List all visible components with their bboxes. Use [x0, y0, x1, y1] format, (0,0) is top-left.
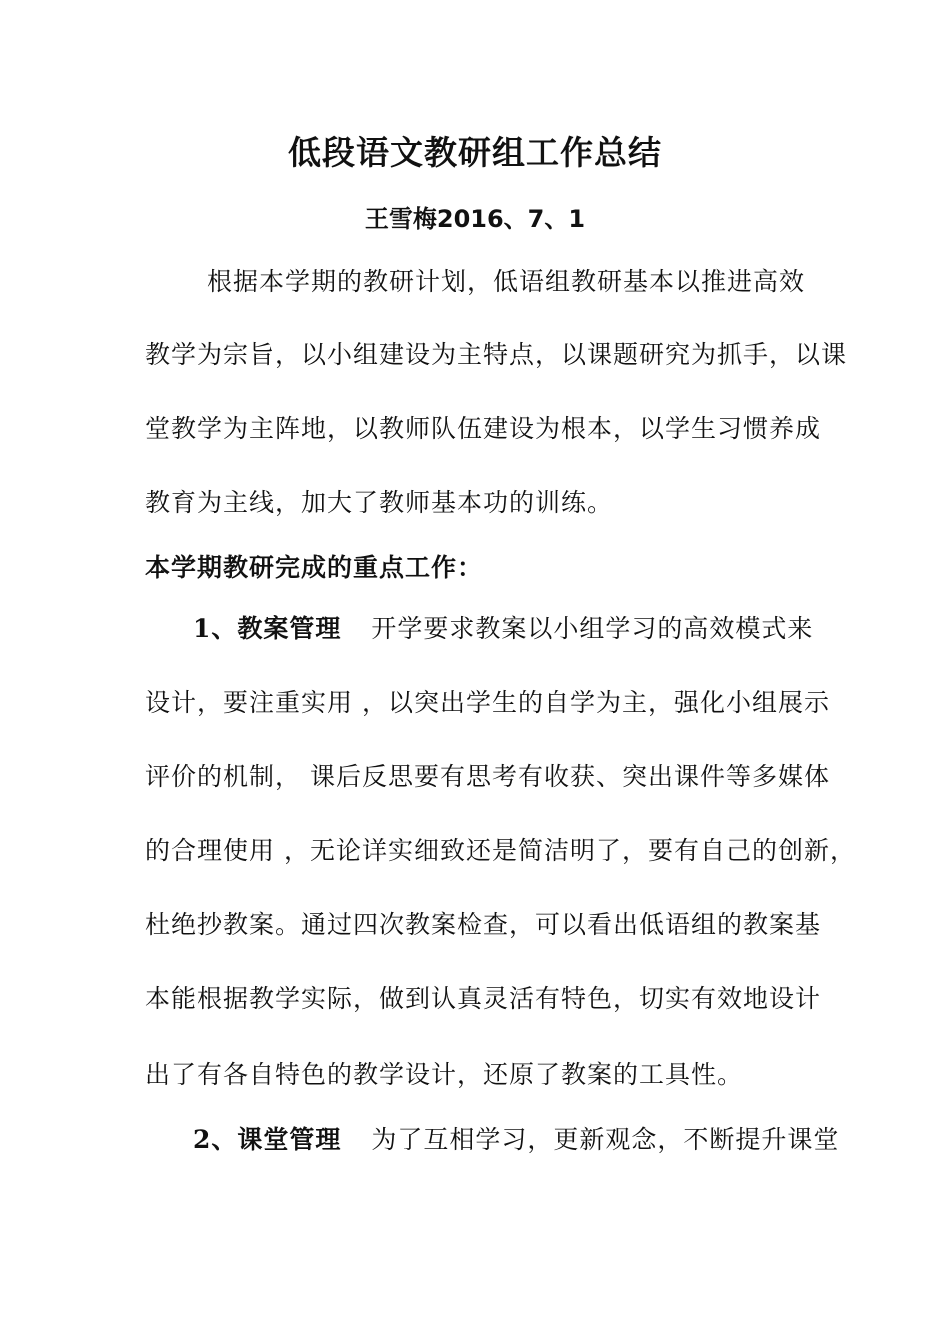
intro-line: 根据本学期的教研计划，低语组教研基本以推进高效: [207, 267, 806, 296]
intro-line: 堂教学为主阵地，以教师队伍建设为根本，以学生习惯养成: [145, 414, 822, 443]
item-1-line: 本能根据教学实际，做到认真灵活有特色，切实有效地设计: [145, 984, 822, 1013]
item-1-line: 出了有各自特色的教学设计，还原了教案的工具性。: [145, 1060, 744, 1089]
item-1-label: 1、教案管理: [193, 614, 342, 643]
item-1-text: 开学要求教案以小组学习的高效模式来: [371, 614, 814, 643]
item-1-line: 的合理使用 ，无论详实细致还是简洁明了，要有自己的创新，: [145, 836, 856, 865]
intro-line: 教育为主线，加大了教师基本功的训练。: [145, 488, 614, 517]
item-2-first-line: [0, 1122, 950, 1158]
author-date-line: 王雪梅2016、7、1: [364, 205, 586, 233]
item-1-line: 杜绝抄教案。通过四次教案检查，可以看出低语组的教案基: [145, 910, 822, 939]
item-1-line: 设计，要注重实用 ，以突出学生的自学为主，强化小组展示: [145, 688, 830, 717]
item-1-first-line: [0, 611, 950, 647]
item-2-label: 2、课堂管理: [193, 1125, 342, 1154]
item-2-text: 为了互相学习，更新观念，不断提升课堂: [371, 1125, 840, 1154]
document-title: 低段语文教研组工作总结: [288, 133, 662, 172]
intro-line: 教学为宗旨，以小组建设为主特点，以课题研究为抓手，以课: [145, 340, 848, 369]
section-heading: 本学期教研完成的重点工作：: [145, 553, 484, 582]
item-1-line: 评价的机制， 课后反思要有思考有收获、突出课件等多媒体: [145, 762, 830, 791]
